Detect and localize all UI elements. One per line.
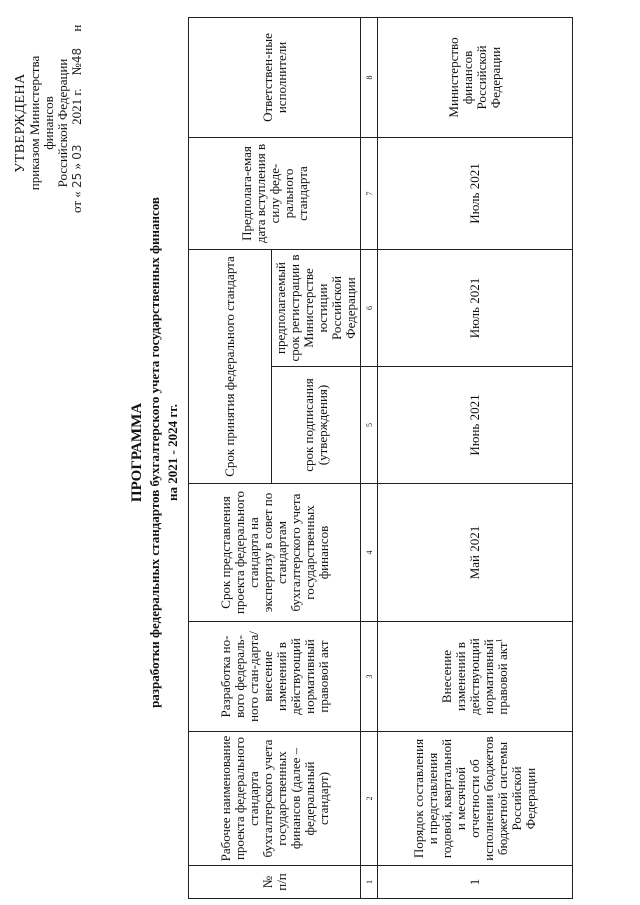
row-responsible: Министерство финансов Российской Федерации (378, 18, 573, 138)
column-number: 5 (361, 367, 378, 484)
program-table (188, 17, 573, 899)
date-month: 03 (70, 144, 84, 160)
column-number: 4 (361, 484, 378, 622)
approval-date-line (69, 24, 84, 213)
row-submission-deadline: Май 2021 (378, 484, 573, 622)
number-suffix: н (69, 24, 84, 32)
heading-title: ПРОГРАММА (129, 402, 145, 503)
row-number: 1 (378, 866, 573, 899)
row-standard-name: Порядок составления и представления годовой, квартальной и месячной отчетности об исполнении бюджетов бюджетной системы Российской Федерации (378, 732, 573, 866)
row-signing-deadline: Июнь 2021 (378, 367, 573, 484)
header-registration-deadline: предполагаемый срок регистрации в Министерстве юстиции Российской Федерации (272, 250, 361, 367)
date-prefix: от « (69, 191, 84, 213)
row-development-text: Внесение изменений в действующий нормативный правовой акт (439, 638, 510, 715)
header-effective-date: Предполага-емая дата вступления в силу феде-рального стандарта (189, 138, 361, 250)
approval-line-2: Российской Федерации (55, 58, 70, 188)
column-number: 2 (361, 732, 378, 866)
header-number: № п/п (189, 866, 361, 899)
header-responsible: Ответствен-ные исполнители (189, 18, 361, 138)
column-number-row (361, 18, 378, 899)
document-heading (128, 80, 182, 825)
number-sign: № (69, 63, 84, 76)
table-header-row (189, 18, 272, 899)
date-mid: » (69, 162, 84, 170)
row-development-type (378, 622, 573, 732)
header-signing-deadline: срок подписания (утверждения) (272, 367, 361, 484)
approval-title: УТВЕРЖДЕНА (13, 73, 28, 173)
table-row (378, 18, 573, 899)
number-value: 48 (70, 47, 84, 64)
date-year: 2021 г. (69, 88, 84, 125)
header-name: Рабочее наименование проекта федерального стандарта бухгалтерского учета государственных финансов (далее – федеральный стандарт) (189, 732, 361, 866)
header-submission-deadline: Срок представления проекта федерального стандарта на экспертизу в совет по стандартам бухгалтерского учета государственных финансов (189, 484, 361, 622)
footnote-mark: 1 (494, 638, 504, 643)
row-registration-deadline: Июль 2021 (378, 250, 573, 367)
column-number: 8 (361, 18, 378, 138)
column-number: 1 (361, 866, 378, 899)
approval-line-1: приказом Министерства финансов (27, 55, 56, 191)
column-number: 7 (361, 138, 378, 250)
date-day: 25 (70, 172, 84, 188)
approval-stamp (13, 24, 84, 213)
heading-period: на 2021 - 2024 гг. (165, 404, 180, 501)
column-number: 6 (361, 250, 378, 367)
column-number: 3 (361, 622, 378, 732)
header-development: Разработка но-вого федераль-ного стан-дарта/внесение изменений в действующий нормативный правовой акт (189, 622, 361, 732)
header-adoption-group: Срок принятия федерального стандарта (189, 250, 272, 484)
heading-subtitle: разработки федеральных стандартов бухгалтерского учета государственных финансов (147, 197, 162, 708)
row-effective-date: Июль 2021 (378, 138, 573, 250)
